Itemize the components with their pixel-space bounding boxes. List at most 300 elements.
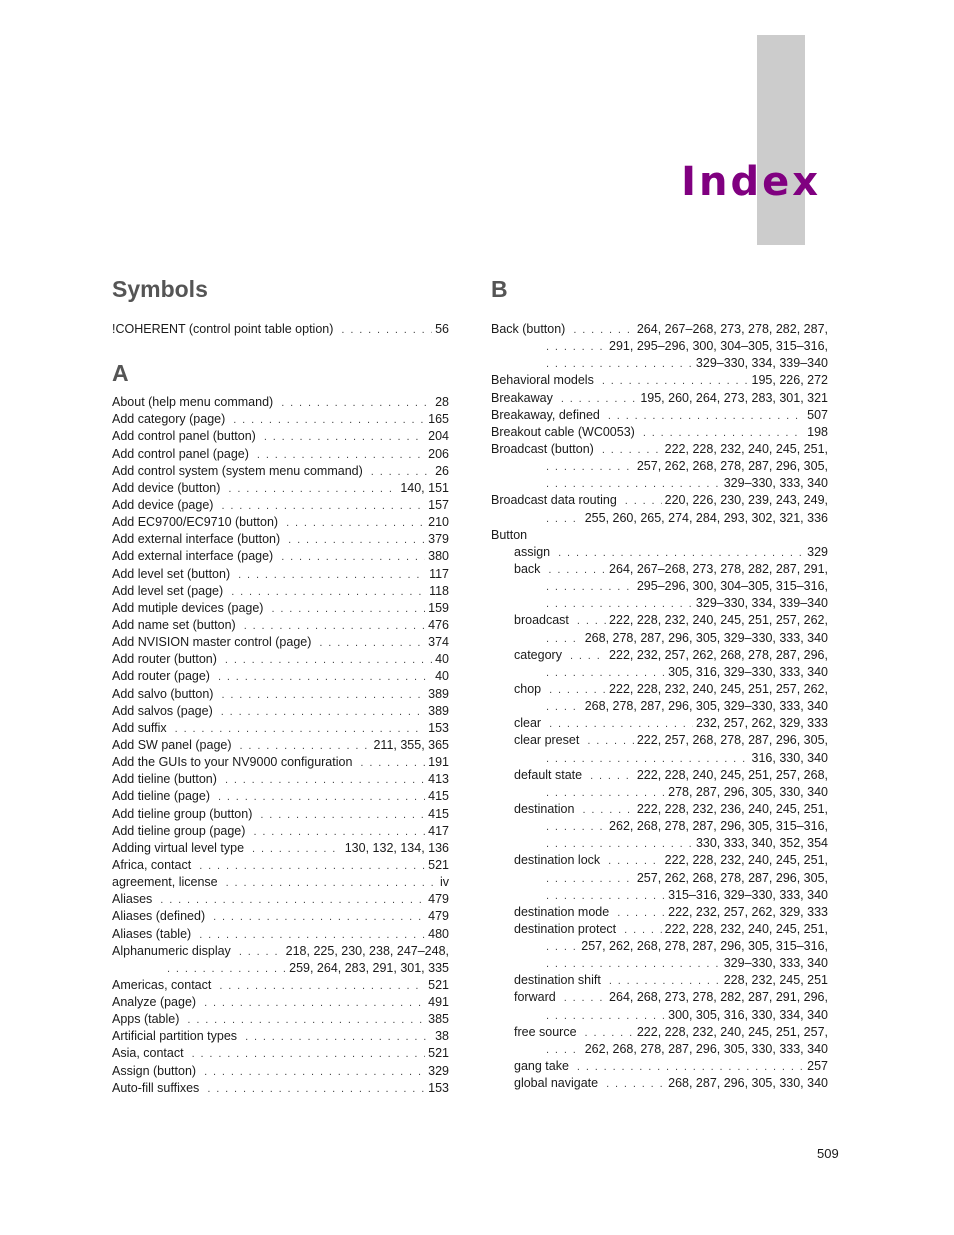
index-page-refs: 521 — [428, 857, 449, 872]
dot-leader — [608, 408, 804, 425]
index-page-refs: 257, 262, 268, 278, 287, 296, 305, — [636, 870, 828, 885]
index-page-refs: 140, 151 — [400, 480, 449, 495]
dot-leader — [549, 682, 606, 699]
index-entry — [112, 480, 449, 497]
dot-leader — [175, 721, 425, 738]
index-term: agreement, license — [112, 875, 218, 890]
dot-leader — [546, 939, 578, 956]
index-entry-continuation — [491, 818, 828, 835]
index-entry — [112, 840, 449, 857]
index-term: Adding virtual level type — [112, 840, 245, 855]
spacer — [112, 338, 449, 356]
dot-leader — [360, 755, 425, 772]
index-page-refs: 117 — [429, 566, 449, 581]
index-page-refs: 374 — [428, 635, 449, 650]
index-entry-continuation — [491, 784, 828, 801]
index-entry-continuation — [491, 578, 828, 595]
dot-leader — [577, 1059, 804, 1076]
index-page-refs: 259, 264, 283, 291, 301, 335 — [289, 960, 449, 975]
index-page-refs: 329–330, 333, 340 — [723, 956, 828, 971]
index-page-refs: 389 — [428, 703, 449, 718]
index-term: Add control panel (button) — [112, 429, 256, 444]
index-page-refs: 479 — [428, 892, 449, 907]
index-entry — [112, 583, 449, 600]
index-page-refs: 255, 260, 265, 274, 284, 293, 302, 321, 336 — [584, 510, 828, 525]
index-page-refs: 413 — [428, 772, 449, 787]
index-entry-continuation — [491, 1041, 828, 1058]
index-entry — [112, 1080, 449, 1097]
dot-leader — [546, 356, 693, 373]
index-page-refs: 56 — [435, 322, 449, 336]
index-entry-continuation — [491, 870, 828, 887]
dot-leader — [570, 648, 606, 665]
index-entry — [112, 1045, 449, 1062]
index-entry — [112, 686, 449, 703]
dot-leader — [204, 995, 425, 1012]
index-page-refs: 257 — [807, 1059, 828, 1074]
index-page-refs: 222, 228, 232, 240, 245, 251, — [664, 441, 828, 456]
index-term: Add salvo (button) — [112, 686, 214, 701]
page-number: 509 — [817, 1146, 839, 1161]
index-page-refs: 262, 268, 278, 287, 296, 305, 315–316, — [609, 819, 828, 834]
dot-leader — [617, 905, 665, 922]
dot-leader — [281, 395, 432, 412]
dot-leader — [160, 892, 425, 909]
index-entry-continuation — [491, 595, 828, 612]
index-term: Add control system (system menu command) — [112, 463, 363, 478]
index-entry — [491, 1075, 828, 1092]
spacer — [491, 310, 828, 321]
index-term: destination mode — [514, 904, 610, 919]
index-page-refs: 198 — [807, 424, 828, 439]
dot-leader — [187, 1012, 425, 1029]
index-term: Alphanumeric display — [112, 943, 231, 958]
index-page-refs: 521 — [428, 1046, 449, 1061]
index-term: destination lock — [514, 853, 601, 868]
index-page-refs: 40 — [435, 669, 449, 684]
index-column-right — [491, 272, 828, 1092]
index-entry-continuation — [491, 955, 828, 972]
index-term: assign — [514, 544, 551, 559]
index-term: free source — [514, 1024, 577, 1039]
index-term: Breakaway — [491, 390, 553, 405]
index-entry — [112, 703, 449, 720]
index-page-refs: 329–330, 334, 339–340 — [695, 356, 828, 371]
index-page-refs: 222, 232, 257, 262, 268, 278, 287, 296, — [609, 647, 828, 662]
index-term: Back (button) — [491, 322, 566, 336]
index-entry — [112, 720, 449, 737]
index-page-refs: 330, 333, 340, 352, 354 — [695, 836, 828, 851]
index-page-refs: 210 — [428, 515, 449, 530]
index-entry — [112, 943, 449, 960]
index-page-refs: 195, 226, 272 — [751, 373, 828, 388]
dot-leader — [257, 447, 425, 464]
dot-leader — [244, 618, 425, 635]
dot-leader — [546, 339, 606, 356]
dot-leader — [225, 772, 425, 789]
index-entry — [491, 424, 828, 441]
index-entry — [112, 497, 449, 514]
index-entry — [112, 754, 449, 771]
index-page-refs: 118 — [429, 583, 449, 598]
index-entry — [491, 544, 828, 561]
index-page-refs: 491 — [428, 995, 449, 1010]
index-term: Add tieline group (page) — [112, 823, 246, 838]
dot-leader — [608, 853, 661, 870]
dot-leader — [602, 373, 749, 390]
index-entry — [491, 921, 828, 938]
dot-leader — [546, 579, 634, 596]
index-term: Add category (page) — [112, 412, 226, 427]
index-term: Breakaway, defined — [491, 407, 600, 422]
index-page-refs: 38 — [435, 1029, 449, 1044]
index-entry — [112, 428, 449, 445]
index-term: Breakout cable (WC0053) — [491, 424, 635, 439]
index-term: Add device (button) — [112, 480, 221, 495]
index-page-refs: 385 — [428, 1012, 449, 1027]
section-heading: Symbols — [112, 276, 208, 302]
index-page-refs: 222, 228, 240, 245, 251, 257, 268, — [636, 767, 828, 782]
index-term: Add salvos (page) — [112, 703, 213, 718]
index-term: Add mutiple devices (page) — [112, 600, 264, 615]
index-entry — [491, 1058, 828, 1075]
index-page-refs: 195, 260, 264, 273, 283, 301, 321 — [640, 390, 828, 405]
index-entry-continuation — [491, 664, 828, 681]
index-entry-continuation — [491, 458, 828, 475]
index-page-refs: 220, 226, 230, 239, 243, 249, — [664, 493, 828, 508]
index-page-refs: 476 — [428, 617, 449, 632]
index-page-refs: 329–330, 334, 339–340 — [695, 596, 828, 611]
dot-leader — [319, 635, 425, 652]
index-entry — [491, 852, 828, 869]
index-term: !COHERENT (control point table option) — [112, 322, 334, 336]
dot-leader — [546, 871, 634, 888]
index-term: Add tieline group (button) — [112, 806, 253, 821]
index-entry — [112, 891, 449, 908]
index-entry — [491, 612, 828, 629]
index-entry-continuation — [491, 475, 828, 492]
index-term: Add name set (button) — [112, 617, 236, 632]
dot-leader — [226, 875, 437, 892]
index-page-refs: 257, 262, 268, 278, 287, 296, 305, 315–316, — [581, 939, 828, 954]
index-entry — [491, 681, 828, 698]
index-term: back — [514, 561, 541, 576]
index-page-refs: 417 — [428, 823, 449, 838]
index-page-refs: 507 — [807, 407, 828, 422]
dot-leader — [546, 476, 721, 493]
dot-leader — [609, 973, 721, 990]
index-entry-continuation — [491, 1007, 828, 1024]
index-entry — [112, 874, 449, 891]
index-term: clear preset — [514, 733, 580, 748]
index-page-refs: 415 — [428, 789, 449, 804]
index-term: Add router (button) — [112, 652, 217, 667]
dot-leader — [549, 716, 693, 733]
dot-leader — [587, 733, 634, 750]
index-entry — [112, 634, 449, 651]
index-page-refs: 389 — [428, 686, 449, 701]
index-term: destination protect — [514, 921, 617, 936]
index-page-refs: 130, 132, 134, 136 — [344, 840, 449, 855]
index-page-refs: 379 — [428, 532, 449, 547]
dot-leader — [213, 909, 425, 926]
index-entry — [112, 1028, 449, 1045]
index-entry — [491, 904, 828, 921]
dot-leader — [625, 493, 662, 510]
index-entry — [491, 390, 828, 407]
index-term: Add router (page) — [112, 669, 210, 684]
index-entry — [491, 441, 828, 458]
dot-leader — [271, 601, 425, 618]
index-term: Africa, contact — [112, 857, 192, 872]
dot-leader — [219, 978, 425, 995]
index-term: Behavioral models — [491, 373, 594, 388]
index-term: destination shift — [514, 973, 601, 988]
section-heading: B — [491, 276, 508, 302]
index-page-refs: 232, 257, 262, 329, 333 — [695, 716, 828, 731]
dot-leader — [204, 1064, 425, 1081]
index-entry — [112, 531, 449, 548]
index-entry-continuation — [491, 887, 828, 904]
index-page-refs: 480 — [428, 926, 449, 941]
index-term: Add level set (button) — [112, 566, 231, 581]
index-page-refs: 159 — [428, 600, 449, 615]
index-page-refs: 153 — [428, 720, 449, 735]
index-page-refs: 316, 330, 340 — [751, 750, 828, 765]
dot-leader — [341, 322, 432, 339]
index-page-refs: 157 — [428, 497, 449, 512]
index-page-refs: 295–296, 300, 304–305, 315–316, — [636, 579, 828, 594]
index-entry — [112, 806, 449, 823]
index-term: default state — [514, 767, 583, 782]
index-term: Analyze (page) — [112, 995, 197, 1010]
dot-leader — [546, 459, 634, 476]
index-term: Add tieline (page) — [112, 789, 210, 804]
dot-leader — [602, 442, 662, 459]
index-page-refs: 222, 257, 268, 278, 287, 296, 305, — [636, 733, 828, 748]
index-entry — [112, 463, 449, 480]
index-entry — [112, 514, 449, 531]
index-entry — [491, 972, 828, 989]
index-page-refs: 165 — [428, 412, 449, 427]
index-term: Asia, contact — [112, 1046, 184, 1061]
index-entry — [112, 994, 449, 1011]
index-entry — [112, 566, 449, 583]
dot-leader — [238, 567, 426, 584]
index-page-refs: 204 — [428, 429, 449, 444]
dot-leader — [218, 789, 425, 806]
dot-leader — [564, 990, 606, 1007]
index-page-refs: iv — [439, 875, 449, 890]
index-entry-continuation — [491, 338, 828, 355]
index-entry — [112, 823, 449, 840]
index-term: Add external interface (button) — [112, 532, 281, 547]
index-page-refs: 222, 228, 232, 236, 240, 245, 251, — [636, 801, 828, 816]
index-page-refs: 222, 228, 232, 240, 245, 251, — [664, 921, 828, 936]
dot-leader — [546, 511, 582, 528]
index-page-refs: 264, 268, 273, 278, 282, 287, 291, 296, — [609, 990, 828, 1005]
dot-leader — [546, 596, 693, 613]
index-term: Add NVISION master control (page) — [112, 635, 312, 650]
index-page-refs: 218, 225, 230, 238, 247–248, — [285, 943, 449, 958]
dot-leader — [167, 961, 286, 978]
dot-leader — [286, 515, 425, 532]
index-entry — [491, 372, 828, 389]
dot-leader — [225, 652, 432, 669]
index-entry-continuation — [491, 938, 828, 955]
index-term: Assign (button) — [112, 1063, 197, 1078]
index-page-refs: 268, 278, 287, 296, 305, 329–330, 333, 340 — [584, 630, 828, 645]
index-entry — [491, 492, 828, 509]
index-page-refs: 40 — [435, 652, 449, 667]
index-page-refs: 415 — [428, 806, 449, 821]
index-term: Add control panel (page) — [112, 446, 249, 461]
dot-leader — [245, 1029, 432, 1046]
index-page-refs: 278, 287, 296, 305, 330, 340 — [668, 784, 828, 799]
dot-leader — [548, 562, 606, 579]
index-entry — [112, 857, 449, 874]
dot-leader — [546, 1042, 582, 1059]
index-entry — [112, 617, 449, 634]
index-term: Apps (table) — [112, 1012, 180, 1027]
dot-leader — [221, 498, 425, 515]
dot-leader — [281, 549, 425, 566]
section-heading: A — [112, 360, 129, 387]
dot-leader — [221, 704, 425, 721]
index-entry — [112, 411, 449, 428]
index-term: gang take — [514, 1059, 569, 1074]
index-entry — [491, 801, 828, 818]
dot-leader — [573, 322, 634, 339]
index-page-refs: 26 — [435, 463, 449, 478]
index-entry — [491, 715, 828, 732]
index-page-refs: 268, 287, 296, 305, 330, 340 — [668, 1076, 828, 1091]
index-page-refs: 521 — [428, 977, 449, 992]
index-page-refs: 268, 278, 287, 296, 305, 329–330, 333, 340 — [584, 699, 828, 714]
index-entry — [112, 788, 449, 805]
dot-leader — [624, 922, 662, 939]
spacer — [112, 310, 449, 321]
dot-leader — [199, 927, 425, 944]
index-page-refs: 264, 267–268, 273, 278, 282, 287, — [636, 322, 828, 336]
dot-leader — [207, 1081, 425, 1098]
index-page-refs: 28 — [435, 395, 449, 410]
dot-leader — [260, 807, 425, 824]
index-term: broadcast — [514, 613, 569, 628]
index-term: Add suffix — [112, 720, 167, 735]
index-page-refs: 264, 267–268, 273, 278, 282, 287, 291, — [609, 561, 828, 576]
index-entry — [112, 321, 449, 338]
index-entry — [112, 651, 449, 668]
index-term: Add SW panel (page) — [112, 737, 232, 752]
title-accent-bar — [757, 35, 805, 245]
dot-leader — [546, 836, 693, 853]
dot-leader — [239, 944, 283, 961]
index-entry — [112, 908, 449, 925]
index-entry-continuation — [491, 355, 828, 372]
dot-leader — [231, 584, 426, 601]
index-entry — [491, 527, 828, 544]
index-entry — [112, 600, 449, 617]
dot-leader — [606, 1076, 665, 1093]
index-page-refs: 191 — [428, 755, 449, 770]
index-page-refs: 262, 268, 278, 287, 296, 305, 330, 333, 340 — [584, 1041, 828, 1056]
index-entry — [491, 407, 828, 424]
dot-leader — [546, 751, 749, 768]
index-page-refs: 211, 355, 365 — [373, 737, 449, 752]
index-entry — [491, 561, 828, 578]
index-term: clear — [514, 716, 542, 731]
index-entry-continuation — [491, 835, 828, 852]
dot-leader — [546, 665, 665, 682]
index-term: Add EC9700/EC9710 (button) — [112, 515, 279, 530]
index-entry — [491, 1024, 828, 1041]
index-term: global navigate — [514, 1076, 599, 1091]
index-entry — [112, 668, 449, 685]
index-entry — [112, 548, 449, 565]
dot-leader — [371, 464, 432, 481]
dot-leader — [199, 858, 425, 875]
index-entry — [112, 1011, 449, 1028]
dot-leader — [218, 669, 432, 686]
index-entry — [491, 321, 828, 338]
index-term: destination — [514, 801, 575, 816]
dot-leader — [546, 785, 665, 802]
index-entry-continuation — [112, 960, 449, 977]
index-term: Auto-fill suffixes — [112, 1080, 200, 1095]
index-column-left — [112, 272, 449, 1097]
dot-leader — [582, 802, 633, 819]
index-entry — [491, 989, 828, 1006]
dot-leader — [546, 956, 721, 973]
index-term: About (help menu command) — [112, 395, 274, 410]
index-term: Button — [491, 527, 528, 542]
index-term: forward — [514, 990, 556, 1005]
dot-leader — [253, 824, 425, 841]
dot-leader — [192, 1046, 426, 1063]
index-term: Broadcast (button) — [491, 441, 594, 456]
dot-leader — [240, 738, 371, 755]
index-page-refs: 222, 228, 232, 240, 245, 251, 257, 262, — [609, 681, 828, 696]
dot-leader — [577, 613, 606, 630]
dot-leader — [590, 768, 634, 785]
index-term: Add level set (page) — [112, 583, 224, 598]
index-page-refs: 300, 305, 316, 330, 334, 340 — [668, 1007, 828, 1022]
index-entry — [112, 394, 449, 411]
index-entry — [112, 446, 449, 463]
index-term: chop — [514, 681, 542, 696]
dot-leader — [546, 819, 606, 836]
index-page-refs: 257, 262, 268, 278, 287, 296, 305, — [636, 459, 828, 474]
index-page-refs: 206 — [428, 446, 449, 461]
index-entry — [112, 926, 449, 943]
index-page-refs: 153 — [428, 1080, 449, 1095]
dot-leader — [585, 1025, 634, 1042]
index-entry — [112, 771, 449, 788]
index-term: Aliases (table) — [112, 926, 192, 941]
index-page-refs: 222, 228, 232, 240, 245, 251, — [664, 853, 828, 868]
index-page-refs: 315–316, 329–330, 333, 340 — [668, 887, 828, 902]
index-term: Broadcast data routing — [491, 493, 617, 508]
index-page-refs: 329–330, 333, 340 — [723, 476, 828, 491]
index-term: category — [514, 647, 562, 662]
index-entry-continuation — [491, 750, 828, 767]
index-term: Aliases — [112, 892, 153, 907]
dot-leader — [643, 425, 804, 442]
dot-leader — [561, 391, 637, 408]
dot-leader — [546, 631, 582, 648]
dot-leader — [233, 412, 425, 429]
